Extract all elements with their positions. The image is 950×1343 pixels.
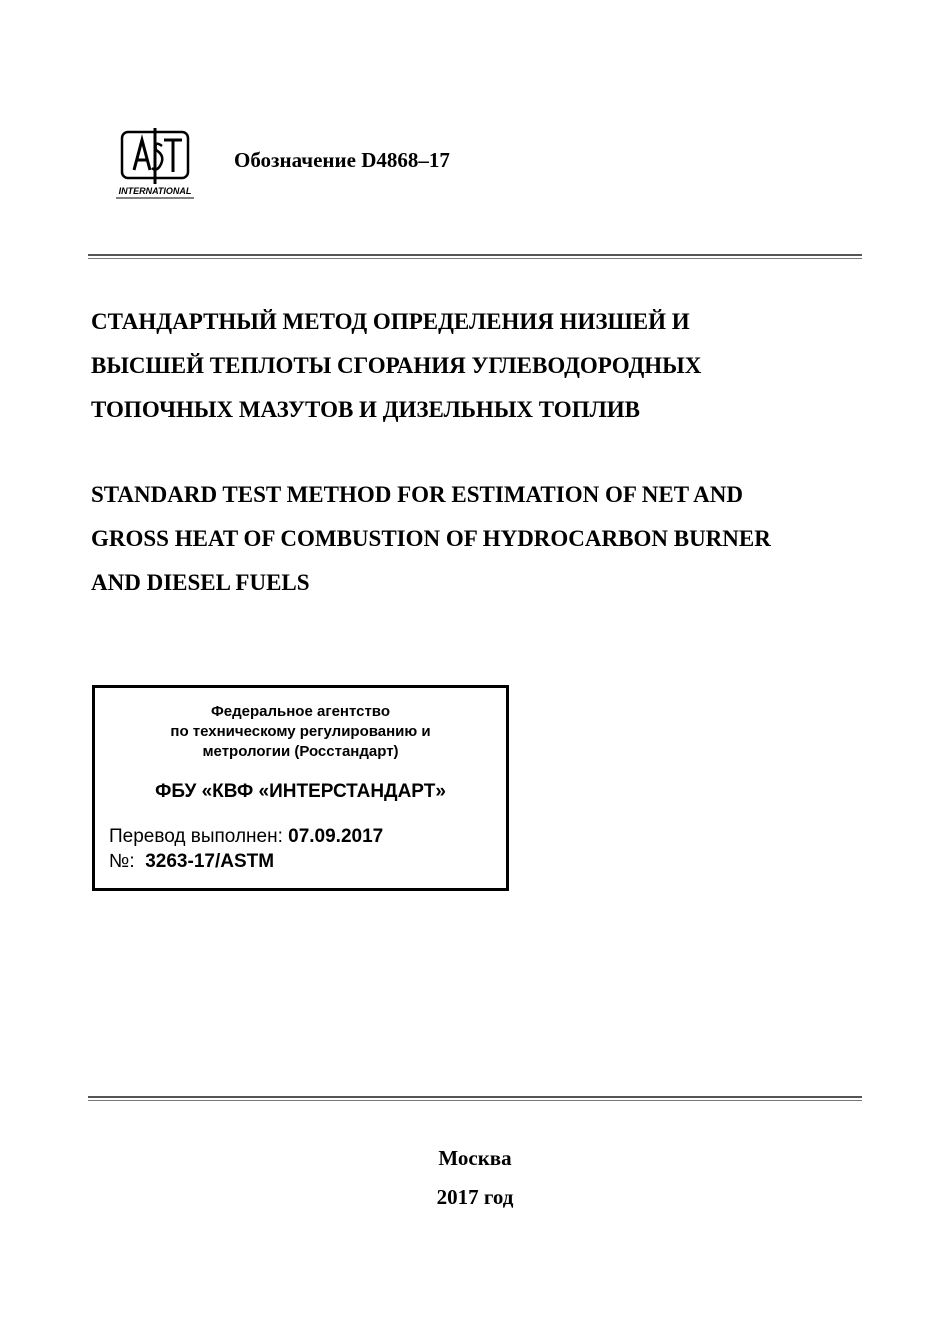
title-ru-line: СТАНДАРТНЫЙ МЕТОД ОПРЕДЕЛЕНИЯ НИЗШЕЙ И <box>91 309 690 334</box>
title-russian <box>91 300 859 432</box>
translation-date-label: Перевод выполнен: <box>109 826 283 847</box>
translation-date-line <box>109 826 383 848</box>
publication-city: Москва <box>438 1146 512 1170</box>
title-en-line: STANDARD TEST METHOD FOR ESTIMATION OF NET AND <box>91 482 743 507</box>
translation-number: 3263-17 <box>145 851 215 872</box>
svg-text:INTERNATIONAL: INTERNATIONAL <box>118 186 192 196</box>
title-ru-line: ВЫСШЕЙ ТЕПЛОТЫ СГОРАНИЯ УГЛЕВОДОРОДНЫХ <box>91 353 702 378</box>
title-english <box>91 473 859 605</box>
title-en-line: AND DIESEL FUELS <box>91 570 310 595</box>
document-designation: Обозначение D4868–17 <box>234 148 450 172</box>
translation-date: 07.09.2017 <box>288 826 384 847</box>
translation-stamp <box>92 685 509 891</box>
agency-line: Федеральное агентство <box>210 703 390 720</box>
bottom-divider <box>88 1096 862 1101</box>
translation-number-label: №: <box>109 851 135 872</box>
translation-number-line <box>109 851 274 873</box>
title-en-line: GROSS HEAT OF COMBUSTION OF HYDROCARBON BURNER <box>91 526 771 551</box>
astm-logo <box>110 128 200 200</box>
agency-line: метрологии (Росстандарт) <box>202 743 399 760</box>
top-divider <box>88 254 862 259</box>
agency-line: по техническому регулированию и <box>170 723 431 740</box>
translation-number-suffix: /ASTM <box>214 851 275 872</box>
title-ru-line: ТОПОЧНЫХ МАЗУТОВ И ДИЗЕЛЬНЫХ ТОПЛИВ <box>91 397 640 422</box>
publication-year: 2017 год <box>436 1185 514 1209</box>
agency-name <box>95 702 506 762</box>
organization-name: ФБУ «КВФ «ИНТЕРСТАНДАРТ» <box>155 781 446 802</box>
